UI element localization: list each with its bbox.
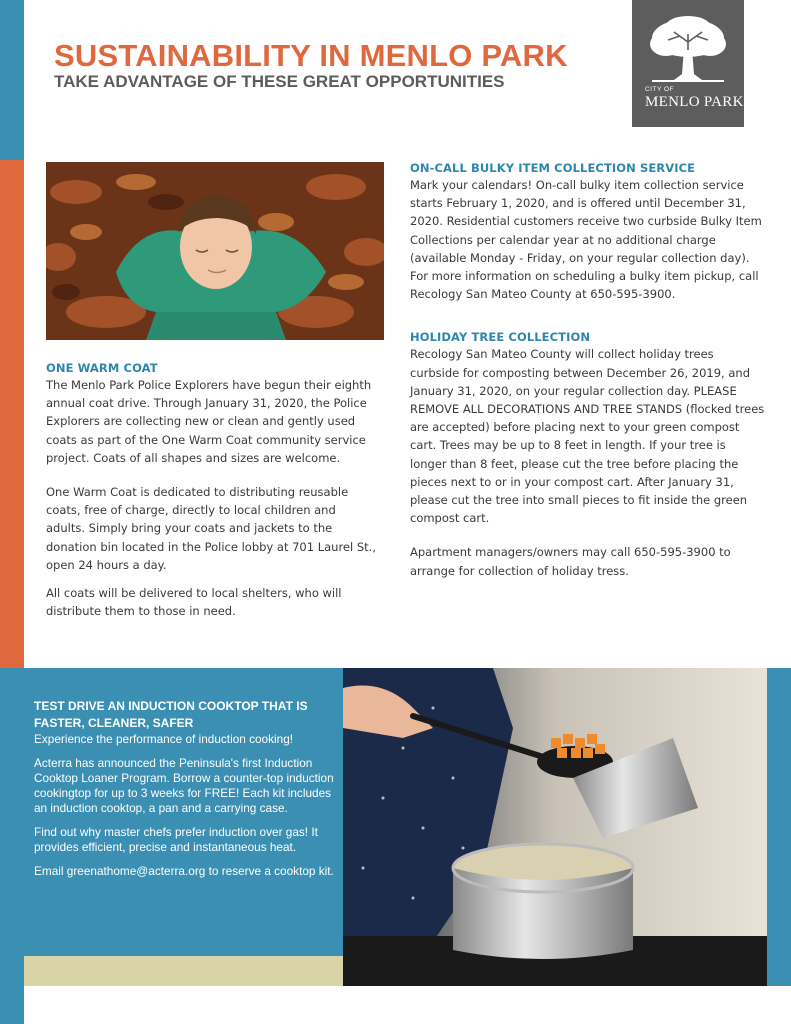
page-title: SUSTAINABILITY IN MENLO PARK xyxy=(54,38,568,73)
holiday-tree-section xyxy=(410,329,766,579)
right-column xyxy=(410,160,766,580)
decorative-bar-orange xyxy=(0,160,24,668)
oak-tree-icon xyxy=(646,16,730,84)
holiday-tree-paragraph-1: Recology San Mateo County will collect holiday trees curbside for composting between December 26, 2019, and January 31, 2020, on your regular collection day. PLEASE REMOVE ALL DECORATIONS AND TREE STANDS (flocked trees are accepted) before placing next to your green compost cart. Trees may be up to 8 feet in length. If your tree is longer than 8 feet, please cut the tree before placing the pieces next to or in your compost cart. After January 31, please cut the tree into small pieces to fit inside the green compost cart. xyxy=(410,347,765,526)
holiday-tree-heading: HOLIDAY TREE COLLECTION xyxy=(410,330,591,345)
logo-city-of: CITY OF xyxy=(645,86,675,93)
induction-paragraph-3: Find out why master chefs prefer induction over gas! It provides efficient, precise and instantaneous heat. xyxy=(34,825,318,854)
one-warm-coat-section xyxy=(46,360,376,620)
holiday-tree-paragraph-2: Apartment managers/owners may call 650-595-3900 to arrange for collection of holiday tress. xyxy=(410,545,731,578)
logo-menlo-park: MENLO PARK xyxy=(645,94,744,110)
one-warm-coat-paragraph-2: One Warm Coat is dedicated to distributing reusable coats, free of charge, directly to local children and adults. Simply bring your coats and jackets to the donation bin located in the Police lobby at 701 Laurel St., open 24 hours a day. xyxy=(46,485,376,572)
decorative-bar-blue-top xyxy=(0,0,24,160)
induction-paragraph-2: Acterra has announced the Peninsula's first Induction Cooktop Loaner Program. Borrow a counter-top induction cookingtop for up to 3 weeks for FREE! Each kit includes an induction cooktop, a pan and a carrying case. xyxy=(34,756,334,815)
decorative-bar-blue-bottom xyxy=(0,668,24,1024)
induction-paragraph-1: Experience the performance of induction cooking! xyxy=(34,732,294,746)
bulky-item-heading: ON-CALL BULKY ITEM COLLECTION SERVICE xyxy=(410,161,696,175)
induction-heading: TEST DRIVE AN INDUCTION COOKTOP THAT IS FASTER, CLEANER, SAFER xyxy=(34,699,308,730)
induction-paragraph-4: Email greenathome@acterra.org to reserve a cooktop kit. xyxy=(34,864,334,878)
decorative-bar-blue-right xyxy=(767,668,791,986)
bulky-item-paragraph: Mark your calendars! On-call bulky item collection service starts February 1, 2020, and is offered until December 31, 2020. Residential customers receive two curbside Bulky Item Collections per calendar year at no additional charge (available Monday - Friday, on your regular collection day). For more information on scheduling a bulky item pickup, call Recology San Mateo County at 650-595-3900. xyxy=(410,178,762,302)
induction-section xyxy=(34,698,334,879)
page-subtitle: TAKE ADVANTAGE OF THESE GREAT OPPORTUNITIES xyxy=(54,72,505,91)
city-logo xyxy=(632,0,744,127)
one-warm-coat-paragraph-3: All coats will be delivered to local shelters, who will distribute them to those in need. xyxy=(46,586,342,619)
one-warm-coat-heading: ONE WARM COAT xyxy=(46,361,158,375)
bulky-item-section xyxy=(410,160,766,303)
child-in-leaves-photo xyxy=(46,162,384,340)
induction-cooking-photo xyxy=(343,668,767,986)
one-warm-coat-paragraph-1: The Menlo Park Police Explorers have begun their eighth annual coat drive. Through January 31, 2020, the Police Explorers are collecting new or clean and gently used coats as part of the One Warm Coat community service project. Coats of all shapes and sizes are welcome. xyxy=(46,378,372,465)
decorative-beige-strip xyxy=(24,956,343,986)
